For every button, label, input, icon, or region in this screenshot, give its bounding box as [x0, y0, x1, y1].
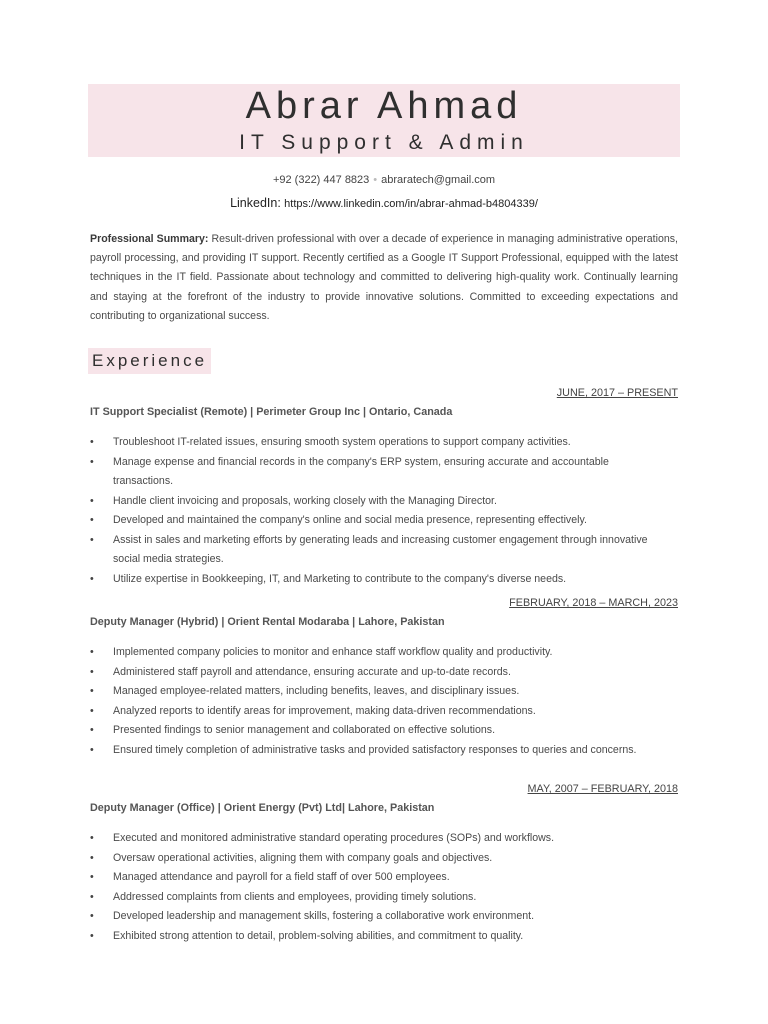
- job-bullet: • Managed employee-related matters, including benefits, leaves, and disciplinary issues.: [90, 682, 650, 702]
- job-bullet: • Manage expense and financial records in the company's ERP system, ensuring accurate and accountable transactions.: [90, 453, 650, 492]
- phone-number: +92 (322) 447 8823: [272, 174, 370, 186]
- job-bullets: [90, 829, 650, 946]
- email-address: abraratech@gmail.com: [381, 174, 496, 186]
- job-bullet: • Developed and maintained the company's online and social media presence, representing effectively.: [90, 511, 650, 531]
- summary-label: Professional Summary:: [90, 233, 209, 245]
- contact-line: [88, 172, 680, 188]
- separator-dot-icon: •: [373, 174, 378, 186]
- job-bullet: • Oversaw operational activities, aligning them with company goals and objectives.: [90, 849, 650, 869]
- job-bullet: • Analyzed reports to identify areas for improvement, making data-driven recommendations.: [90, 702, 650, 722]
- job-bullets: [90, 643, 650, 760]
- job-date: JUNE, 2017 – PRESENT: [556, 387, 678, 399]
- job-bullet: • Implemented company policies to monitor and enhance staff workflow quality and productivity.: [90, 643, 650, 663]
- job-bullet: • Executed and monitored administrative standard operating procedures (SOPs) and workflows.: [90, 829, 650, 849]
- job-bullet: • Troubleshoot IT-related issues, ensuring smooth system operations to support company activities.: [90, 433, 650, 453]
- experience-heading: Experience: [88, 348, 211, 374]
- job-bullet: • Addressed complaints from clients and employees, providing timely solutions.: [90, 888, 650, 908]
- job-bullet: • Handle client invoicing and proposals, working closely with the Managing Director.: [90, 492, 650, 512]
- summary-text: Result-driven professional with over a decade of experience in managing administrative operations, payroll processing, and providing IT support. Recently certified as a Google IT Support Professional, equipped with the latest techniques in the IT field. Passionate about technology and committed to delivering high-quality work. Continually learning and staying at the forefront of the industry to provide innovative solutions. Committed to exceeding expectations and contributing to organizational success.: [90, 233, 678, 322]
- job-bullet: • Ensured timely completion of administrative tasks and provided satisfactory responses to queries and concerns.: [90, 741, 650, 761]
- job-bullet: • Assist in sales and marketing efforts by generating leads and increasing customer engagement through innovative social media strategies.: [90, 531, 650, 570]
- job-bullets: [90, 433, 650, 589]
- job-title: Deputy Manager (Hybrid) | Orient Rental Modaraba | Lahore, Pakistan: [90, 616, 445, 628]
- job-title: IT Support Specialist (Remote) | Perimeter Group Inc | Ontario, Canada: [90, 406, 453, 418]
- professional-summary: [90, 230, 678, 326]
- job-bullet: • Utilize expertise in Bookkeeping, IT, and Marketing to contribute to the company's diverse needs.: [90, 570, 650, 590]
- job-title: Deputy Manager (Office) | Orient Energy (Pvt) Ltd| Lahore, Pakistan: [90, 802, 435, 814]
- linkedin-link[interactable]: https://www.linkedin.com/in/abrar-ahmad-b4804339/: [284, 198, 538, 210]
- linkedin-line: [88, 195, 680, 212]
- job-bullet: • Exhibited strong attention to detail, problem-solving abilities, and commitment to quality.: [90, 927, 650, 947]
- job-date: MAY, 2007 – FEBRUARY, 2018: [527, 783, 678, 795]
- job-bullet: • Administered staff payroll and attendance, ensuring accurate and up-to-date records.: [90, 663, 650, 683]
- candidate-name: Abrar Ahmad: [245, 85, 523, 127]
- job-bullet: • Presented findings to senior management and collaborated on effective solutions.: [90, 721, 650, 741]
- linkedin-label: LinkedIn:: [230, 196, 281, 210]
- job-bullet: • Managed attendance and payroll for a field staff of over 500 employees.: [90, 868, 650, 888]
- candidate-title: IT Support & Admin: [239, 131, 529, 154]
- job-date: FEBRUARY, 2018 – MARCH, 2023: [509, 597, 678, 609]
- job-bullet: • Developed leadership and management skills, fostering a collaborative work environment.: [90, 907, 650, 927]
